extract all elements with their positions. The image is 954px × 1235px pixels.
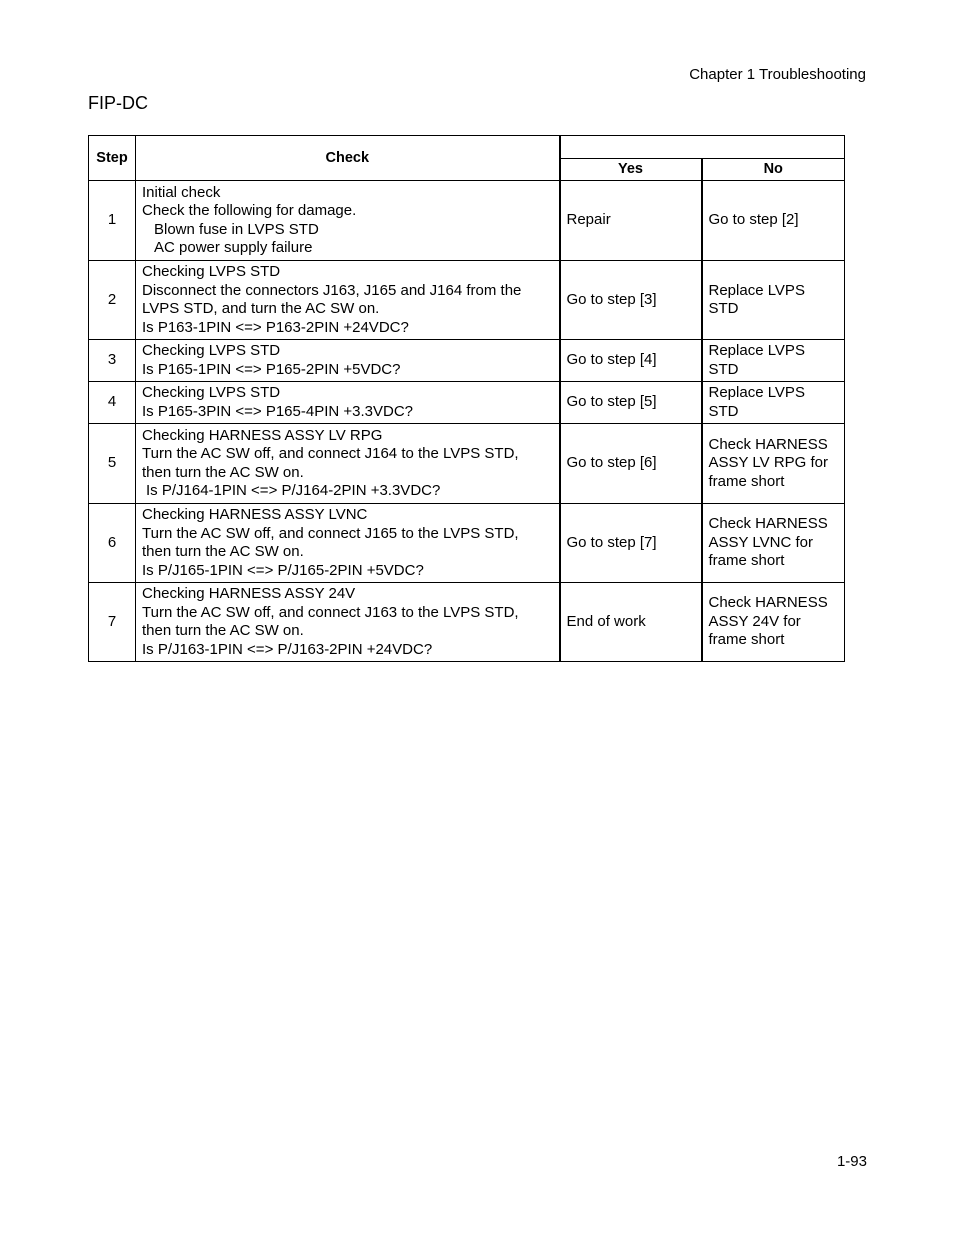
- table-row: [89, 583, 845, 662]
- check-line: Is P165-1PIN <=> P165-2PIN +5VDC?: [142, 360, 401, 378]
- step-number: 5: [89, 424, 136, 504]
- step-number: 2: [89, 261, 136, 340]
- no-line: STD: [708, 360, 739, 378]
- header-check: Check: [136, 136, 560, 181]
- table-row: [89, 382, 845, 424]
- check-cell: [136, 382, 560, 424]
- no-line: Replace LVPS: [708, 384, 805, 401]
- no-line: Replace LVPS: [708, 342, 805, 359]
- table-row: [89, 340, 845, 382]
- no-line: ASSY LVNC for: [708, 533, 813, 551]
- check-cell: [136, 583, 560, 662]
- no-line: Check HARNESS: [708, 594, 828, 612]
- check-line: Is P165-3PIN <=> P165-4PIN +3.3VDC?: [142, 402, 413, 420]
- no-line: frame short: [708, 552, 785, 570]
- no-cell: [702, 504, 845, 583]
- step-number: 6: [89, 504, 136, 583]
- no-line: Go to step [2]: [708, 211, 799, 229]
- check-line: Check the following for damage.: [142, 202, 357, 219]
- no-line: frame short: [708, 631, 785, 649]
- no-cell: [702, 181, 845, 261]
- no-cell: [702, 424, 845, 504]
- step-number: 3: [89, 340, 136, 382]
- check-line: then turn the AC SW on.: [142, 543, 304, 560]
- yes-cell: Repair: [560, 181, 702, 261]
- check-line: Checking HARNESS ASSY LV RPG: [142, 426, 383, 444]
- table-row: [89, 181, 845, 261]
- check-line: then turn the AC SW on.: [142, 463, 304, 481]
- check-line: AC power supply failure: [154, 239, 313, 256]
- check-line: Checking HARNESS ASSY 24V: [142, 585, 356, 602]
- check-line: Initial check: [142, 183, 221, 201]
- no-line: Check HARNESS: [708, 515, 828, 533]
- check-line: then turn the AC SW on.: [142, 622, 304, 639]
- no-line: STD: [708, 300, 739, 317]
- no-line: ASSY 24V for: [708, 612, 801, 630]
- check-line: Turn the AC SW off, and connect J164 to the LVPS STD,: [142, 445, 519, 462]
- check-line: Is P/J164-1PIN <=> P/J164-2PIN +3.3VDC?: [146, 482, 441, 499]
- step-number: 1: [89, 181, 136, 261]
- yes-cell: Go to step [7]: [560, 504, 702, 583]
- table-row: [89, 504, 845, 583]
- page-number: 1-93: [836, 1153, 867, 1170]
- no-cell: [702, 382, 845, 424]
- chapter-header: Chapter 1 Troubleshooting: [689, 66, 866, 83]
- check-line: Checking LVPS STD: [142, 263, 281, 280]
- check-line: Turn the AC SW off, and connect J165 to the LVPS STD,: [142, 524, 519, 542]
- check-cell: [136, 340, 560, 382]
- no-cell: [702, 261, 845, 340]
- check-line: Is P/J165-1PIN <=> P/J165-2PIN +5VDC?: [142, 561, 424, 579]
- check-cell: [136, 181, 560, 261]
- no-line: STD: [708, 402, 739, 420]
- yes-cell: Go to step [3]: [560, 261, 702, 340]
- no-line: Replace LVPS: [708, 281, 805, 299]
- check-line: Checking LVPS STD: [142, 342, 281, 359]
- yes-cell: Go to step [6]: [560, 424, 702, 504]
- header-no: No: [702, 159, 845, 181]
- check-line: Checking LVPS STD: [142, 384, 281, 401]
- no-line: frame short: [708, 472, 785, 490]
- section-title: FIP-DC: [88, 93, 148, 113]
- check-cell: [136, 504, 560, 583]
- check-cell: [136, 424, 560, 504]
- table-row: [89, 424, 845, 504]
- check-line: Disconnect the connectors J163, J165 and J164 from the: [142, 281, 522, 299]
- no-cell: [702, 340, 845, 382]
- check-line: Is P/J163-1PIN <=> P/J163-2PIN +24VDC?: [142, 640, 433, 658]
- header-step: Step: [89, 136, 136, 181]
- check-line: Is P163-1PIN <=> P163-2PIN +24VDC?: [142, 318, 409, 336]
- header-result-group: [560, 136, 845, 159]
- check-line: Blown fuse in LVPS STD: [154, 220, 319, 238]
- no-cell: [702, 583, 845, 662]
- check-line: LVPS STD, and turn the AC SW on.: [142, 300, 380, 317]
- troubleshooting-table: [88, 135, 845, 662]
- check-line: Checking HARNESS ASSY LVNC: [142, 506, 368, 523]
- header-yes: Yes: [560, 159, 702, 181]
- yes-cell: End of work: [560, 583, 702, 662]
- check-line: Turn the AC SW off, and connect J163 to the LVPS STD,: [142, 603, 519, 621]
- step-number: 7: [89, 583, 136, 662]
- no-line: ASSY LV RPG for: [708, 454, 828, 472]
- check-cell: [136, 261, 560, 340]
- table-row: [89, 261, 845, 340]
- yes-cell: Go to step [4]: [560, 340, 702, 382]
- step-number: 4: [89, 382, 136, 424]
- yes-cell: Go to step [5]: [560, 382, 702, 424]
- no-line: Check HARNESS: [708, 435, 828, 453]
